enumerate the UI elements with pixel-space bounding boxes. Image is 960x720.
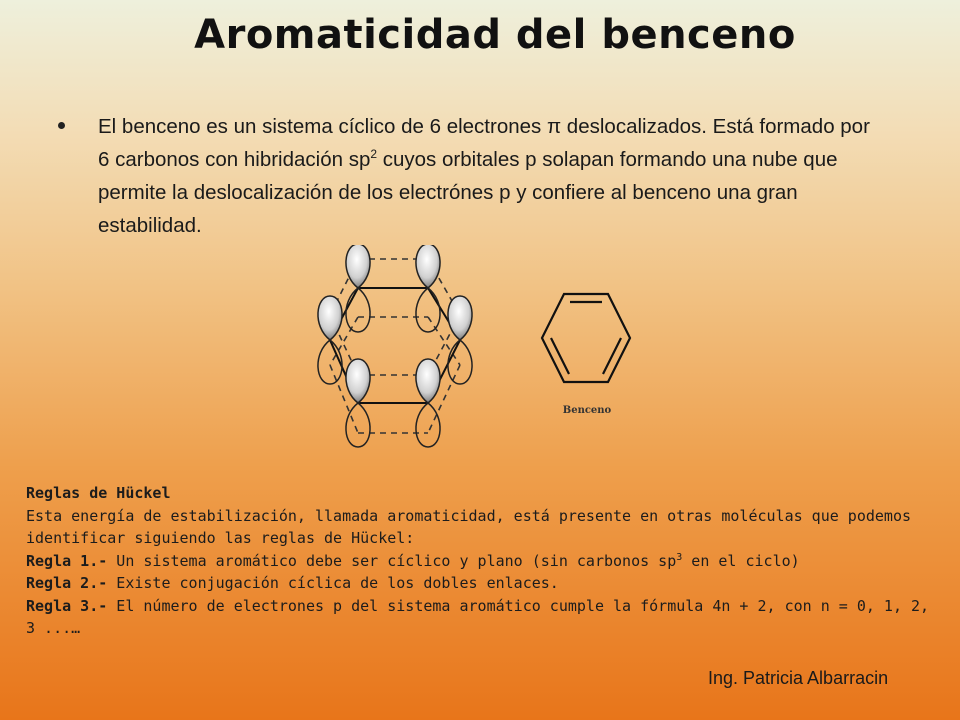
rule-1-text-b: en el ciclo) bbox=[682, 551, 800, 570]
rules-heading: Reglas de Hückel bbox=[26, 484, 171, 502]
bullet-dot-icon bbox=[58, 122, 65, 129]
bullet-superscript: 2 bbox=[370, 147, 378, 161]
rule-1-text-a: Un sistema aromático debe ser cíclico y plano (sin carbonos sp bbox=[107, 551, 677, 570]
rule-2 bbox=[26, 572, 946, 595]
p-orbital-diagram bbox=[300, 245, 490, 450]
rule-2-text: Existe conjugación cíclica de los dobles enlaces. bbox=[107, 574, 559, 592]
overlap-dashed-lines bbox=[330, 259, 460, 433]
rule-2-label: Regla 2.- bbox=[26, 574, 108, 592]
double-bond-lower-left bbox=[551, 338, 569, 374]
rule-1-label: Regla 1.- bbox=[26, 551, 108, 570]
benzene-structure bbox=[530, 290, 642, 400]
bullet-paragraph bbox=[62, 110, 882, 242]
p-orbital-3 bbox=[318, 296, 342, 384]
rule-1-superscript: 3 bbox=[676, 551, 683, 563]
rule-3 bbox=[26, 595, 946, 640]
rules-intro: Esta energía de estabilización, llamada aromaticidad, está presente en otras moléculas que podemos identificar siguiendo las reglas de Hückel: bbox=[26, 506, 912, 547]
author-credit: Ing. Patricia Albarracin bbox=[708, 668, 889, 688]
huckel-rules bbox=[26, 482, 946, 640]
bullet-text-part2: cuyos orbitales p solapan formando una nube que permite la deslocalización de los electrónes p y confiere al benceno una gran estabilidad. bbox=[98, 148, 838, 237]
rule-3-text: El número de electrones p del sistema aromático cumple la fórmula 4n + 2, con n = 0, 1, 2, 3 ...… bbox=[26, 596, 930, 637]
double-bond-right bbox=[603, 338, 621, 374]
slide-title: Aromaticidad del benceno bbox=[194, 12, 796, 58]
bullet-text bbox=[98, 110, 882, 242]
benzene-ring bbox=[542, 294, 630, 382]
rule-3-label: Regla 3.- bbox=[26, 596, 108, 615]
benzene-label: Benceno bbox=[562, 405, 612, 416]
bullet-text-part1: El benceno es un sistema cíclico de 6 electrones π deslocalizados. Está formado por 6 carbonos con hibridación sp bbox=[98, 115, 870, 171]
rule-1 bbox=[26, 550, 946, 573]
p-orbital-4 bbox=[448, 296, 472, 384]
